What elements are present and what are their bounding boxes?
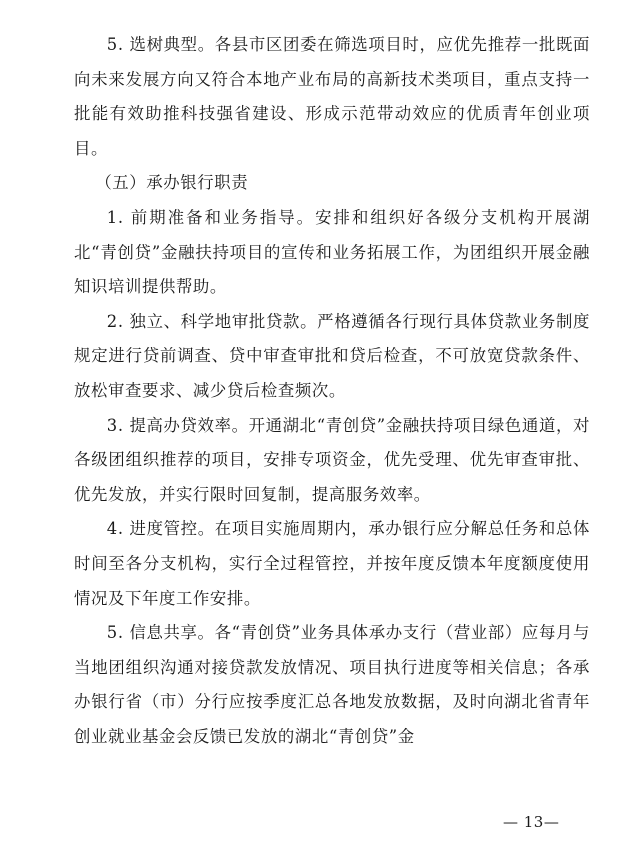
page-number: — 13— — [503, 813, 560, 831]
paragraph-information-sharing: 5. 信息共享。各“青创贷”业务具体承办支行（营业部）应每月与当地团组织沟通对接贷款发放情况、项目执行进度等相关信息；各承办银行省（市）分行应按季度汇总各地发放数据，及时向湖北省青年创业就业基金会反馈已发放的湖北“青创贷”金 — [74, 623, 590, 746]
document-body — [74, 28, 590, 754]
section-heading-bank-duties: （五）承办银行职责 — [95, 173, 249, 193]
paragraph-select-typical: 5. 选树典型。各县市区团委在筛选项目时，应优先推荐一批既面向未来发展方向又符合本地产业布局的高新技术类项目，重点支持一批能有效助推科技强省建设、形成示范带动效应的优质青年创业项目。 — [74, 35, 590, 158]
paragraph-preparation-guidance: 1. 前期准备和业务指导。安排和组织好各级分支机构开展湖北“青创贷”金融扶持项目的宣传和业务拓展工作，为团组织开展金融知识培训提供帮助。 — [74, 207, 590, 297]
paragraph-progress-control: 4. 进度管控。在项目实施周期内，承办银行应分解总任务和总体时间至各分支机构，实行全过程管控，并按年度反馈本年度额度使用情况及下年度工作安排。 — [74, 519, 590, 608]
paragraph-loan-approval: 2. 独立、科学地审批贷款。严格遵循各行现行具体贷款业务制度规定进行贷前调查、贷中审查审批和贷后检查，不可放宽贷款条件、放松审查要求、减少贷后检查频次。 — [74, 311, 590, 400]
paragraph-efficiency: 3. 提高办贷效率。开通湖北“青创贷”金融扶持项目绿色通道，对各级团组织推荐的项目，安排专项资金，优先受理、优先审查审批、优先发放，并实行限时回复制，提高服务效率。 — [74, 415, 590, 504]
